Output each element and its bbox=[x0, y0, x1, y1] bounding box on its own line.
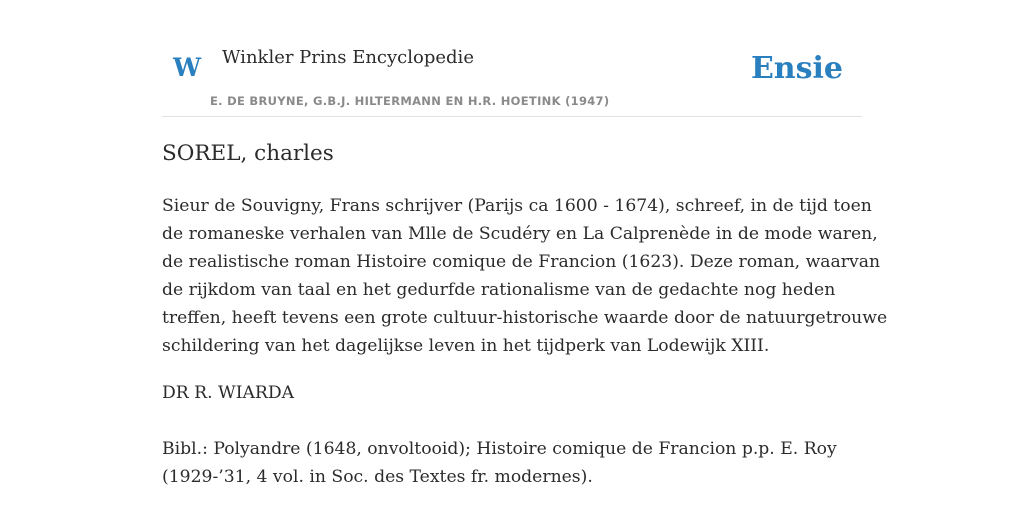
body-line: de rijkdom van taal en het gedurfde rationalisme van de gedachte nog heden bbox=[162, 280, 836, 300]
bibliography bbox=[162, 435, 862, 491]
bibliography-line: Bibl.: Polyandre (1648, onvoltooid); Histoire comique de Francion p.p. E. Roy bbox=[162, 439, 837, 459]
body-line: schildering van het dagelijkse leven in het tijdperk van Lodewijk XIII. bbox=[162, 336, 770, 356]
winkler-prins-logo[interactable]: W bbox=[173, 53, 202, 82]
encyclopedia-authors: E. DE BRUYNE, G.B.J. HILTERMANN EN H.R. HOETINK (1947) bbox=[210, 94, 610, 108]
body-line: Sieur de Souvigny, Frans schrijver (Parijs ca 1600 - 1674), schreef, in de tijd toen bbox=[162, 196, 872, 216]
ensie-logo[interactable]: Ensie bbox=[750, 51, 843, 86]
encyclopedia-title[interactable]: Winkler Prins Encyclopedie bbox=[222, 47, 474, 68]
entry-author: DR R. WIARDA bbox=[162, 383, 295, 403]
body-line: de realistische roman Histoire comique de Francion (1623). Deze roman, waarvan bbox=[162, 252, 881, 272]
article-header bbox=[162, 0, 862, 117]
entry-title: SOREL, charles bbox=[162, 141, 334, 166]
entry-body bbox=[162, 192, 888, 360]
body-line: de romaneske verhalen van Mlle de Scudéry en La Calprenède in de mode waren, bbox=[162, 224, 878, 244]
article-card bbox=[162, 0, 888, 512]
bibliography-line: (1929-’31, 4 vol. in Soc. des Textes fr. modernes). bbox=[162, 467, 593, 487]
body-line: treffen, heeft tevens een grote cultuur-historische waarde door de natuurgetrouwe bbox=[162, 308, 888, 328]
